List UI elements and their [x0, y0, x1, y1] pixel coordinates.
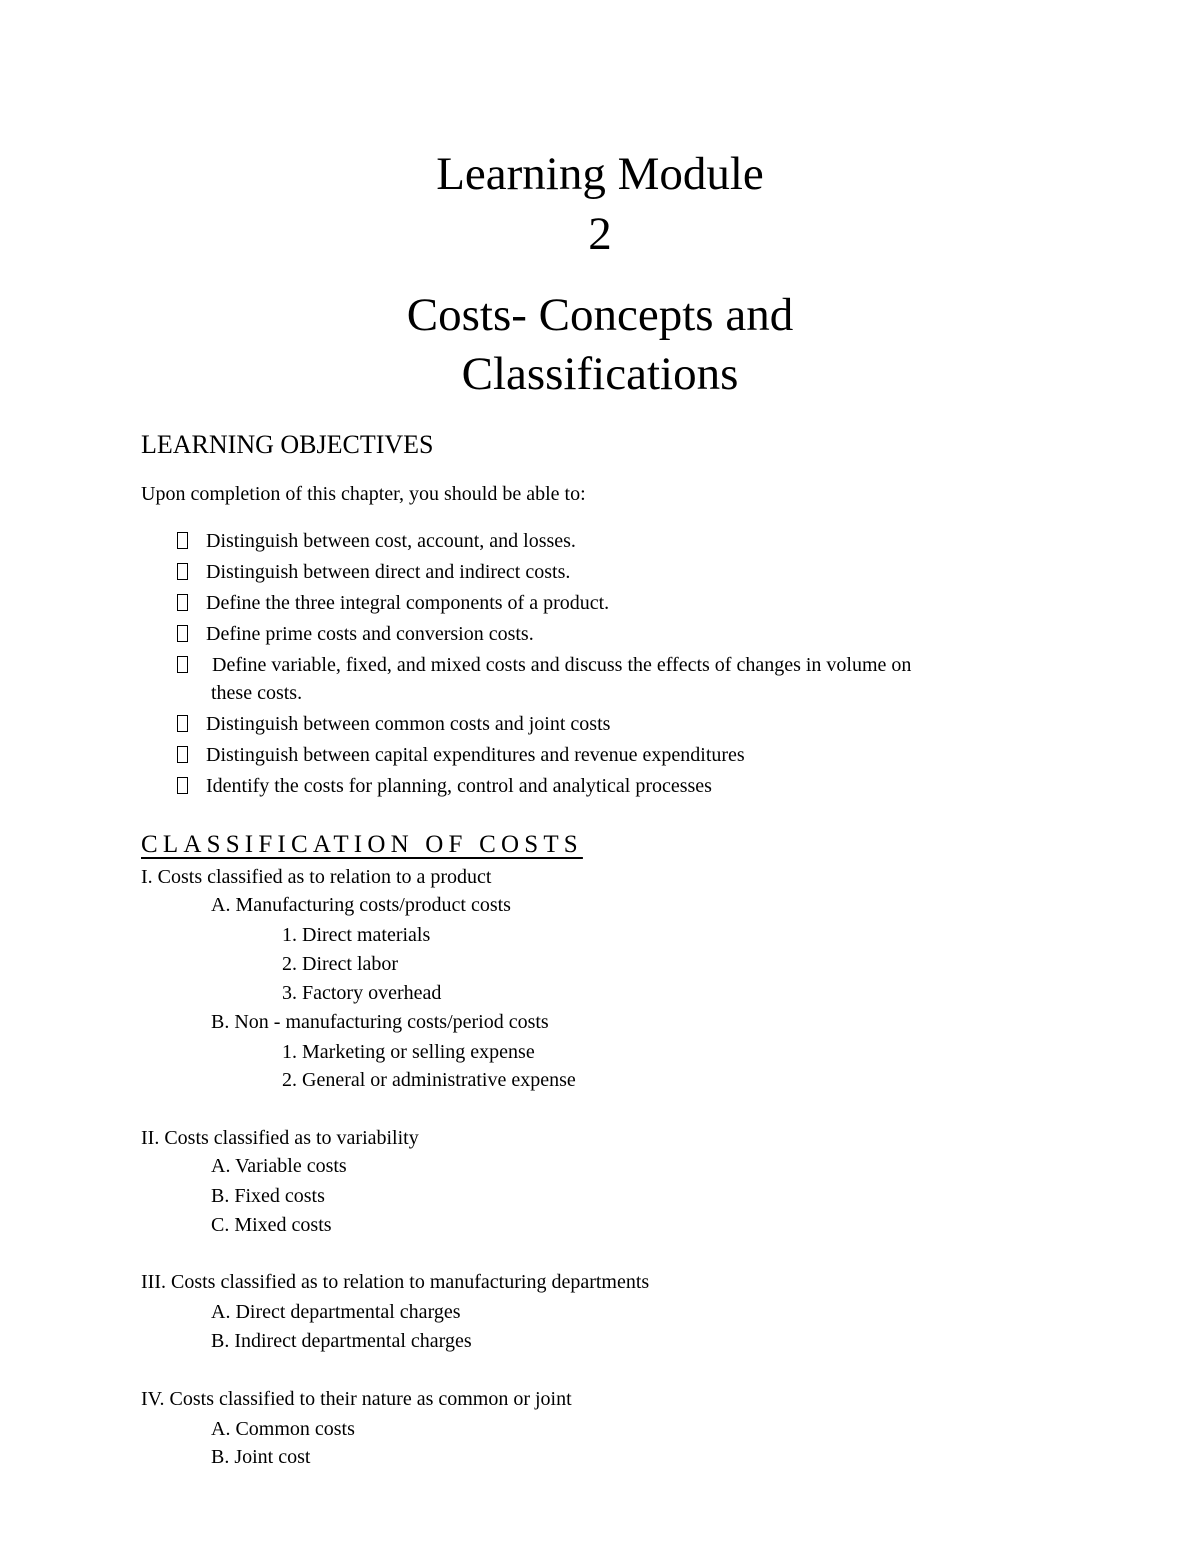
outline-item: A. Manufacturing costs/product costs [211, 894, 511, 916]
bullet-icon [177, 532, 188, 549]
bullet-icon [177, 746, 188, 763]
outline-item: I. Costs classified as to relation to a product [141, 866, 492, 888]
outline-item: III. Costs classified as to relation to manufacturing departments [141, 1271, 650, 1293]
module-number: 2 [588, 208, 612, 260]
objective-item: Distinguish between cost, account, and losses. [206, 530, 576, 552]
objective-item: Identify the costs for planning, control and analytical processes [206, 775, 712, 797]
outline-item: 3. Factory overhead [282, 982, 442, 1004]
bullet-icon [177, 625, 188, 642]
objective-item: Distinguish between common costs and joint costs [206, 713, 611, 735]
outline-item: IV. Costs classified to their nature as common or joint [141, 1388, 572, 1410]
objective-item: Define prime costs and conversion costs. [206, 623, 534, 645]
outline-item: B. Joint cost [211, 1446, 311, 1468]
objective-item: Define variable, fixed, and mixed costs and discuss the effects of changes in volume on [212, 654, 912, 676]
chapter-title-line1: Costs- Concepts and [406, 289, 794, 341]
objectives-heading: LEARNING OBJECTIVES [141, 430, 434, 459]
outline-item: A. Variable costs [211, 1155, 347, 1177]
outline-item: B. Indirect departmental charges [211, 1330, 472, 1352]
objective-item: Define the three integral components of a product. [206, 592, 610, 614]
objective-item: Distinguish between direct and indirect costs. [206, 561, 571, 583]
outline-item: 1. Direct materials [282, 924, 431, 946]
objectives-intro: Upon completion of this chapter, you should be able to: [141, 483, 586, 505]
bullet-icon [177, 715, 188, 732]
outline-item: 1. Marketing or selling expense [282, 1041, 535, 1063]
outline-item: 2. General or administrative expense [282, 1069, 576, 1091]
outline-item: C. Mixed costs [211, 1214, 332, 1236]
outline-item: II. Costs classified as to variability [141, 1127, 419, 1149]
classification-heading: CLASSIFICATION OF COSTS [141, 831, 583, 858]
bullet-icon [177, 594, 188, 611]
bullet-icon [177, 563, 188, 580]
outline-item: B. Non - manufacturing costs/period costs [211, 1011, 549, 1033]
outline-item: 2. Direct labor [282, 953, 399, 975]
bullet-icon [177, 777, 188, 794]
objective-item-continued: these costs. [211, 682, 303, 704]
outline-item: B. Fixed costs [211, 1185, 325, 1207]
outline-item: A. Direct departmental charges [211, 1301, 461, 1323]
bullet-icon [177, 656, 188, 673]
module-title: Learning Module [436, 148, 764, 200]
objective-item: Distinguish between capital expenditures and revenue expenditures [206, 744, 745, 766]
outline-item: A. Common costs [211, 1418, 355, 1440]
chapter-title-line2: Classifications [461, 348, 739, 400]
